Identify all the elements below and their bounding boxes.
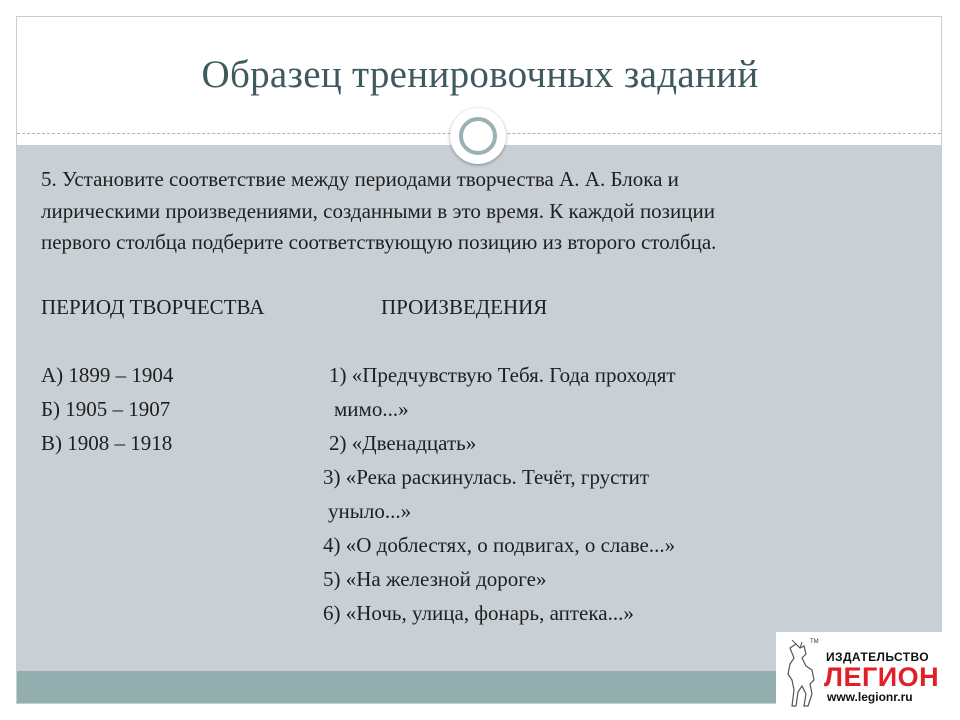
work-1-line-2: мимо...» bbox=[334, 397, 409, 421]
slide-title: Образец тренировочных заданий bbox=[201, 53, 759, 96]
logo-subtitle: ИЗДАТЕЛЬСТВО bbox=[826, 650, 930, 664]
column-header-period: ПЕРИОД ТВОРЧЕСТВА bbox=[41, 295, 265, 319]
horse-icon bbox=[782, 640, 822, 710]
work-3-line-2: уныло...» bbox=[328, 499, 412, 523]
column-header-works: ПРОИЗВЕДЕНИЯ bbox=[381, 295, 548, 319]
period-a: А) 1899 – 1904 bbox=[41, 363, 174, 387]
trademark-mark: TM bbox=[810, 639, 819, 645]
work-1-line-1: 1) «Предчувствую Тебя. Года проходят bbox=[329, 363, 676, 387]
work-4: 4) «О доблестях, о подвигах, о славе...» bbox=[323, 533, 676, 557]
work-6: 6) «Ночь, улица, фонарь, аптека...» bbox=[323, 601, 634, 625]
logo-name: ЛЕГИОН bbox=[824, 662, 940, 692]
period-b: Б) 1905 – 1907 bbox=[41, 397, 171, 421]
period-c: В) 1908 – 1918 bbox=[41, 431, 173, 455]
circle-ornament-icon bbox=[450, 108, 506, 164]
work-5: 5) «На железной дороге» bbox=[323, 567, 547, 591]
task-line-1: 5. Установите соответствие между периодами творчества А. А. Блока и bbox=[41, 167, 679, 191]
publisher-logo bbox=[776, 632, 942, 714]
task-line-2: лирическими произведениями, созданными в это время. К каждой позиции bbox=[41, 199, 715, 223]
logo-url: www.legionr.ru bbox=[827, 690, 913, 704]
task-line-3: первого столбца подберите соответствующую позицию из второго столбца. bbox=[41, 230, 717, 254]
work-2: 2) «Двенадцать» bbox=[329, 431, 477, 455]
work-3-line-1: 3) «Река раскинулась. Течёт, грустит bbox=[323, 465, 650, 489]
